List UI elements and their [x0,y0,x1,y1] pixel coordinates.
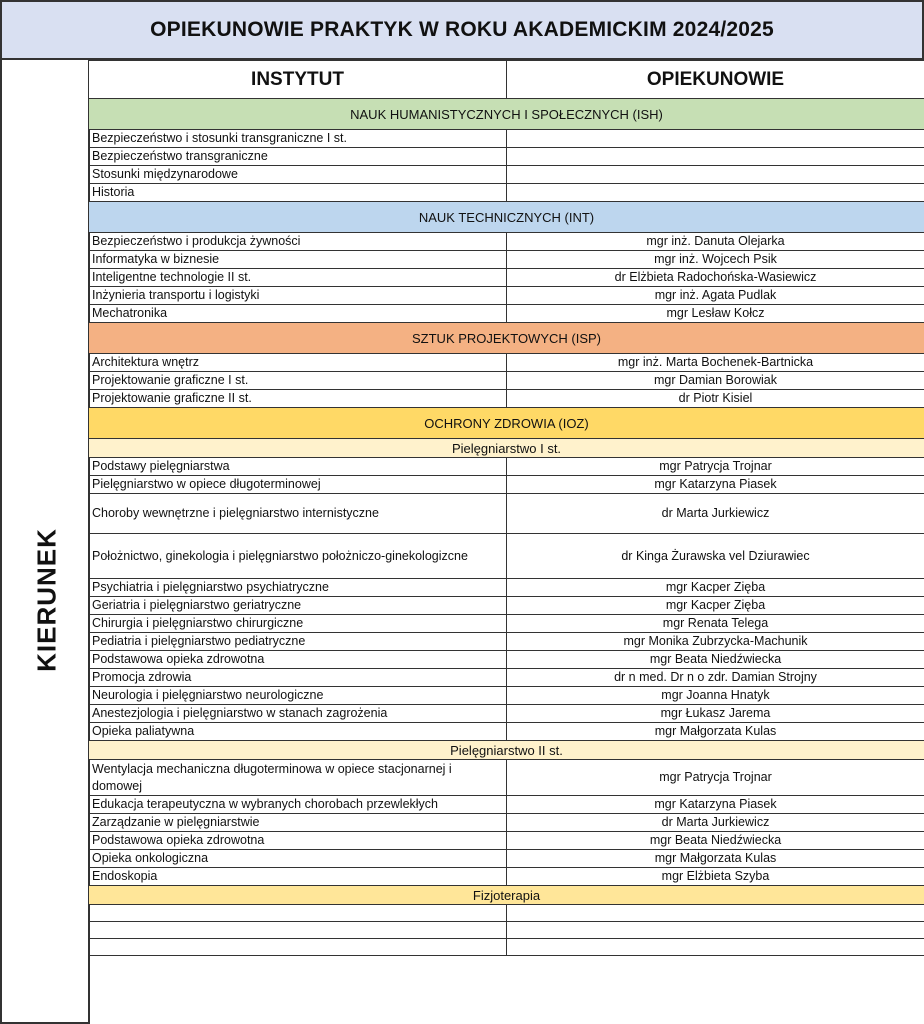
course-name-cell: Projektowanie graficzne II st. [89,390,507,408]
tutor-name-cell: mgr Elżbieta Szyba [507,868,924,886]
table-row [89,633,924,651]
table-row [89,723,924,741]
course-name-cell: Opieka onkologiczna [89,850,507,868]
course-name-cell: Choroby wewnętrzne i pielęgniarstwo internistyczne [89,494,507,534]
tutors-table [88,60,924,956]
institute-label: NAUK TECHNICZNYCH (INT) [89,202,924,233]
table-row [89,905,924,922]
course-name-cell [89,905,507,922]
tutor-name-cell: mgr Kacper Zięba [507,579,924,597]
table-row [89,354,924,372]
course-name-cell: Inteligentne technologie II st. [89,269,507,287]
table-row [89,796,924,814]
table-row [89,814,924,832]
course-name-cell [89,939,507,956]
course-name-cell: Endoskopia [89,868,507,886]
table-row [89,868,924,886]
tutor-name-cell: dr Marta Jurkiewicz [507,494,924,534]
tutor-name-cell: dr n med. Dr n o zdr. Damian Strojny [507,669,924,687]
institute-label: OCHRONY ZDROWIA (IOZ) [89,408,924,439]
program-subheader-row [89,886,924,905]
table-row [89,760,924,796]
course-name-cell: Anestezjologia i pielęgniarstwo w stanach zagrożenia [89,705,507,723]
institute-label: NAUK HUMANISTYCZNYCH I SPOŁECZNYCH (ISH) [89,99,924,130]
table-row [89,305,924,323]
tutor-name-cell: mgr Patrycja Trojnar [507,458,924,476]
course-name-cell: Stosunki międzynarodowe [89,166,507,184]
table-row [89,184,924,202]
program-label: Fizjoterapia [89,886,924,905]
course-name-cell: Wentylacja mechaniczna długoterminowa w opiece stacjonarnej i domowej [89,760,507,796]
program-label: Pielęgniarstwo II st. [89,741,924,760]
tutor-name-cell [507,939,924,956]
tutor-name-cell [507,922,924,939]
tutors-table-wrapper [88,60,924,956]
tutor-name-cell: dr Elżbieta Radochońska-Wasiewicz [507,269,924,287]
program-subheader-row [89,439,924,458]
course-name-cell: Pielęgniarstwo w opiece długoterminowej [89,476,507,494]
table-body [89,99,924,956]
table-row [89,579,924,597]
course-name-cell: Edukacja terapeutyczna w wybranych chorobach przewlekłych [89,796,507,814]
course-name-cell: Bezpieczeństwo transgraniczne [89,148,507,166]
tutor-name-cell: dr Piotr Kisiel [507,390,924,408]
tutor-name-cell: mgr Katarzyna Piasek [507,476,924,494]
column-header-institute: INSTYTUT [89,61,507,99]
tutor-name-cell: mgr inż. Danuta Olejarka [507,233,924,251]
tutor-name-cell: mgr Katarzyna Piasek [507,796,924,814]
tutor-name-cell: mgr Beata Niedźwiecka [507,651,924,669]
course-name-cell: Podstawowa opieka zdrowotna [89,832,507,850]
tutor-name-cell: mgr Patrycja Trojnar [507,760,924,796]
table-row [89,233,924,251]
course-name-cell: Geriatria i pielęgniarstwo geriatryczne [89,597,507,615]
table-row [89,669,924,687]
table-row [89,148,924,166]
tutor-name-cell: mgr Lesław Kołcz [507,305,924,323]
table-row [89,534,924,579]
tutor-name-cell: mgr inż. Marta Bochenek-Bartnicka [507,354,924,372]
side-label-kierunek: KIERUNEK [31,528,62,672]
tutor-name-cell: mgr Łukasz Jarema [507,705,924,723]
course-name-cell: Opieka paliatywna [89,723,507,741]
tutor-name-cell: mgr inż. Agata Pudlak [507,287,924,305]
table-row [89,476,924,494]
course-name-cell: Podstawy pielęgniarstwa [89,458,507,476]
institute-header-row [89,202,924,233]
table-row [89,939,924,956]
tutor-name-cell: mgr Kacper Zięba [507,597,924,615]
tutor-name-cell: mgr Beata Niedźwiecka [507,832,924,850]
course-name-cell: Mechatronika [89,305,507,323]
course-name-cell: Informatyka w biznesie [89,251,507,269]
table-row [89,705,924,723]
table-row [89,922,924,939]
institute-label: SZTUK PROJEKTOWYCH (ISP) [89,323,924,354]
tutor-name-cell: mgr Damian Borowiak [507,372,924,390]
table-row [89,494,924,534]
tutor-name-cell: mgr Małgorzata Kulas [507,723,924,741]
table-row [89,687,924,705]
institute-header-row [89,408,924,439]
tutor-name-cell [507,130,924,148]
tutor-name-cell: mgr Joanna Hnatyk [507,687,924,705]
program-subheader-row [89,741,924,760]
table-row [89,458,924,476]
table-row [89,615,924,633]
course-name-cell: Projektowanie graficzne I st. [89,372,507,390]
course-name-cell: Bezpieczeństwo i produkcja żywności [89,233,507,251]
course-name-cell: Inżynieria transportu i logistyki [89,287,507,305]
course-name-cell: Architektura wnętrz [89,354,507,372]
program-label: Pielęgniarstwo I st. [89,439,924,458]
page-title: OPIEKUNOWIE PRAKTYK W ROKU AKADEMICKIM 2024/2025 [0,0,924,60]
course-name-cell: Położnictwo, ginekologia i pielęgniarstwo położniczo-ginekologizcne [89,534,507,579]
institute-header-row [89,323,924,354]
course-name-cell: Historia [89,184,507,202]
table-header-row [89,61,924,99]
course-name-cell: Zarządzanie w pielęgniarstwie [89,814,507,832]
table-row [89,130,924,148]
table-row [89,651,924,669]
table-row [89,597,924,615]
tutor-name-cell: mgr Renata Telega [507,615,924,633]
tutor-name-cell: mgr Małgorzata Kulas [507,850,924,868]
tutor-name-cell [507,184,924,202]
course-name-cell: Pediatria i pielęgniarstwo pediatryczne [89,633,507,651]
table-row [89,287,924,305]
tutor-name-cell: dr Marta Jurkiewicz [507,814,924,832]
table-row [89,269,924,287]
course-name-cell: Chirurgia i pielęgniarstwo chirurgiczne [89,615,507,633]
table-row [89,251,924,269]
tutor-name-cell [507,166,924,184]
column-header-tutors: OPIEKUNOWIE [507,61,924,99]
course-name-cell: Bezpieczeństwo i stosunki transgraniczne I st. [89,130,507,148]
course-name-cell [89,922,507,939]
course-name-cell: Psychiatria i pielęgniarstwo psychiatryczne [89,579,507,597]
tutor-name-cell: dr Kinga Żurawska vel Dziurawiec [507,534,924,579]
table-row [89,832,924,850]
tutor-name-cell [507,148,924,166]
side-column [0,60,90,1024]
course-name-cell: Podstawowa opieka zdrowotna [89,651,507,669]
table-row [89,372,924,390]
table-row [89,166,924,184]
institute-header-row [89,99,924,130]
table-row [89,850,924,868]
table-row [89,390,924,408]
course-name-cell: Neurologia i pielęgniarstwo neurologiczne [89,687,507,705]
tutor-name-cell [507,905,924,922]
tutor-name-cell: mgr Monika Zubrzycka-Machunik [507,633,924,651]
course-name-cell: Promocja zdrowia [89,669,507,687]
tutor-name-cell: mgr inż. Wojcech Psik [507,251,924,269]
